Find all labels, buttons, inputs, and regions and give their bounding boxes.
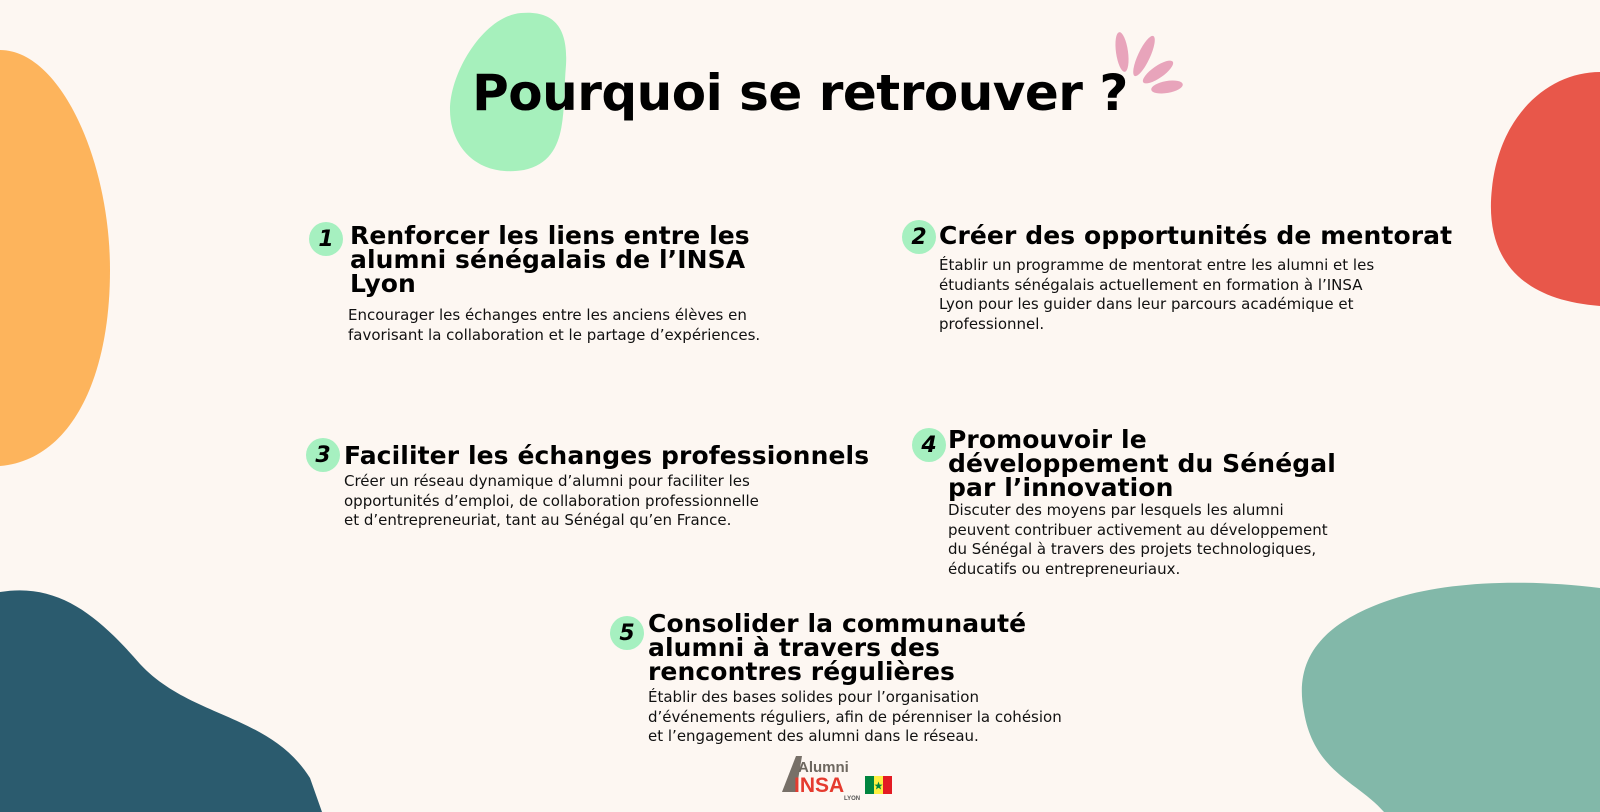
navy-blob bbox=[0, 588, 330, 812]
item-description: Discuter des moyens par lesquels les alumni peuvent contribuer activement au développement du Sénégal à travers des projets technologiques, éducatifs ou entrepreneuriaux. bbox=[948, 501, 1328, 578]
logo-text-insa: INSA bbox=[794, 774, 845, 797]
item-title: Créer des opportunités de mentorat bbox=[939, 221, 1453, 250]
step-badge: 3 bbox=[306, 438, 340, 472]
step-badge: 4 bbox=[912, 428, 946, 462]
alumni-insa-logo bbox=[780, 752, 892, 804]
logo-text-lyon: LYON bbox=[844, 796, 861, 802]
step-badge: 5 bbox=[610, 616, 644, 650]
logo-graphic bbox=[780, 752, 892, 804]
item-description: Encourager les échanges entre les anciens élèves en favorisant la collaboration et le partage d’expériences. bbox=[348, 306, 761, 344]
item-description: Établir des bases solides pour l’organisation d’événements réguliers, afin de pérenniser la cohésion et l’engagement des alumni dans le réseau. bbox=[648, 688, 1062, 745]
item-title: Faciliter les échanges professionnels bbox=[344, 441, 870, 470]
item-title: Consolider la communauté alumni à travers des rencontres régulières bbox=[648, 609, 1027, 686]
page-title: Pourquoi se retrouver ? bbox=[472, 64, 1128, 122]
logo-text-alumni: Alumni bbox=[798, 759, 849, 776]
senegal-flag-icon bbox=[865, 776, 892, 794]
item-description: Créer un réseau dynamique d’alumni pour faciliter les opportunités d’emploi, de collaboration professionnelle et d’entrepreneuriat, tant au Sénégal qu’en France. bbox=[344, 472, 759, 529]
step-badge: 2 bbox=[902, 220, 936, 254]
teal-blob bbox=[1298, 582, 1600, 812]
step-badge: 1 bbox=[309, 222, 343, 256]
item-title: Promouvoir le développement du Sénégal par l’innovation bbox=[948, 425, 1336, 502]
item-description: Établir un programme de mentorat entre les alumni et les étudiants sénégalais actuellement en formation à l’INSA Lyon pour les guider dans leur parcours académique et professionnel. bbox=[939, 256, 1375, 333]
item-title: Renforcer les liens entre les alumni sénégalais de l’INSA Lyon bbox=[350, 221, 750, 298]
